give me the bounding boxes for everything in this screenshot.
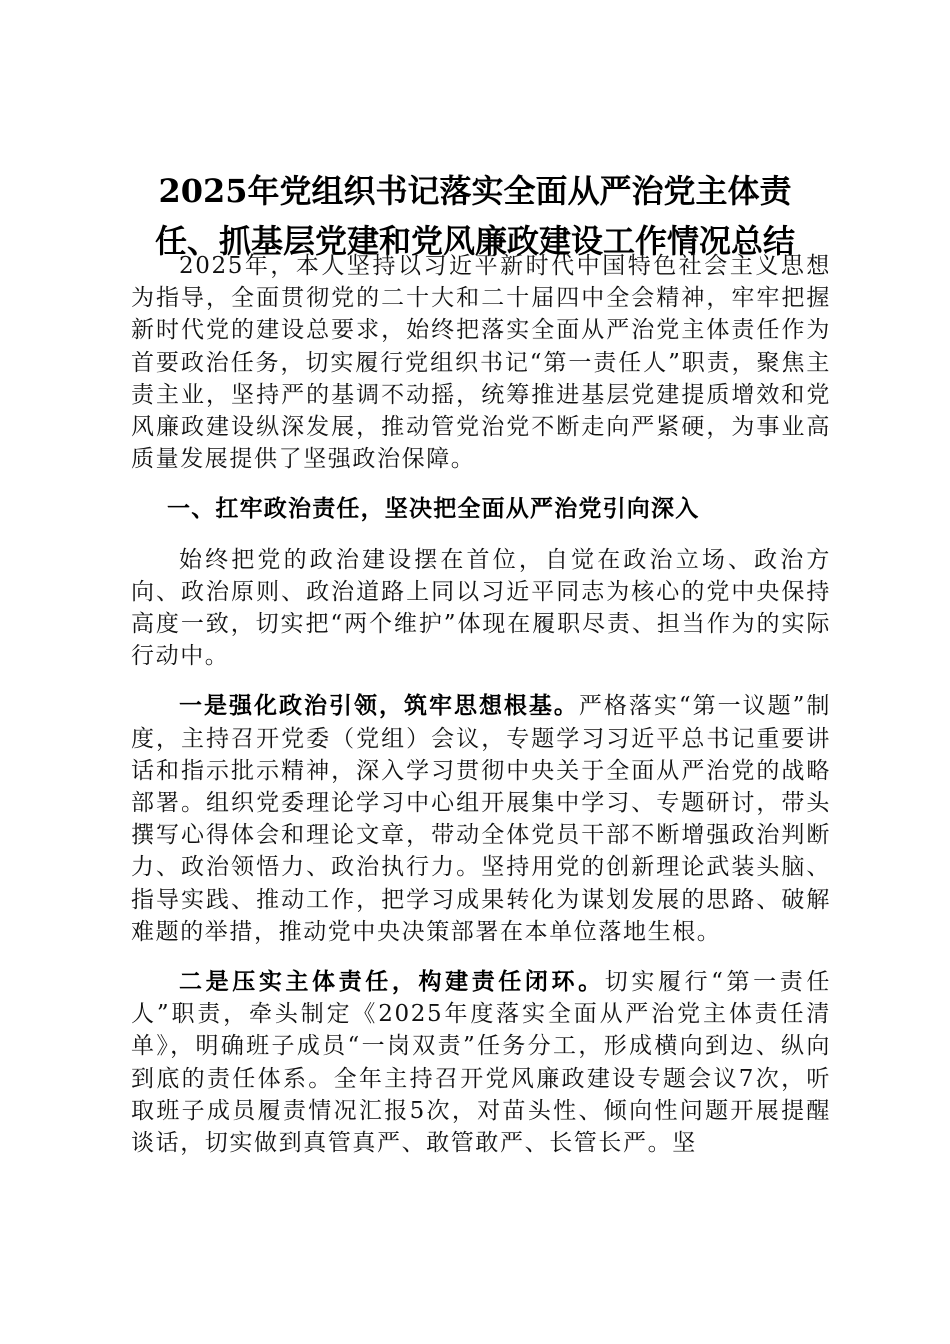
item-2-paragraph — [131, 966, 831, 1159]
section-1-intro-paragraph: 始终把党的政治建设摆在首位，自觉在政治立场、政治方向、政治原则、政治道路上同以习近平同志为核心的党中央保持高度一致，切实把“两个维护”体现在履职尽责、担当作为的实际行动中。 — [131, 546, 831, 670]
item-2-body: 切实履行“第一责任人”职责，牵头制定《2025年度落实全面从严治党主体责任清单》，明确班子成员“一岗双责”任务分工，形成横向到边、纵向到底的责任体系。全年主持召开党风廉政建设专题会议7次，听取班子成员履责情况汇报5次，对苗头性、倾向性问题开展提醒谈话，切实做到真管真严、敢管敢严、长管长严。坚 — [131, 969, 831, 1157]
item-1-lead: 一是强化政治引领，筑牢思想根基。 — [179, 692, 579, 720]
document-title-line-1: 2025年党组织书记落实全面从严治党主体责 — [158, 172, 792, 210]
section-1-heading: 一、扛牢政治责任，坚决把全面从严治党引向深入 — [167, 495, 700, 523]
document-body — [131, 250, 831, 1159]
item-1-body: 严格落实“第一议题”制度，主持召开党委（党组）会议，专题学习习近平总书记重要讲话和指示批示精神，深入学习贯彻中央关于全面从严治党的战略部署。组织党委理论学习中心组开展集中学习、专题研讨，带头撰写心得体会和理论文章，带动全体党员干部不断增强政治判断力、政治领悟力、政治执行力。坚持用党的创新理论武装头脑、指导实践、推动工作，把学习成果转化为谋划发展的思路、破解难题的举措，推动党中央决策部署在本单位落地生根。 — [131, 693, 831, 945]
intro-paragraph: 2025年，本人坚持以习近平新时代中国特色社会主义思想为指导，全面贯彻党的二十大和二十届四中全会精神，牢牢把握新时代党的建设总要求，始终把落实全面从严治党主体责任作为首要政治任务，切实履行党组织书记“第一责任人”职责，聚焦主责主业，坚持严的基调不动摇，统筹推进基层党建提质增效和党风廉政建设纵深发展，推动管党治党不断走向严紧硬，为事业高质量发展提供了坚强政治保障。 — [131, 253, 831, 473]
item-2-lead: 二是压实主体责任，构建责任闭环。 — [179, 968, 605, 996]
item-1-paragraph — [131, 690, 831, 948]
document-title-line-2: 任、抓基层党建和党风廉政建设工作情况总结 — [154, 222, 795, 260]
